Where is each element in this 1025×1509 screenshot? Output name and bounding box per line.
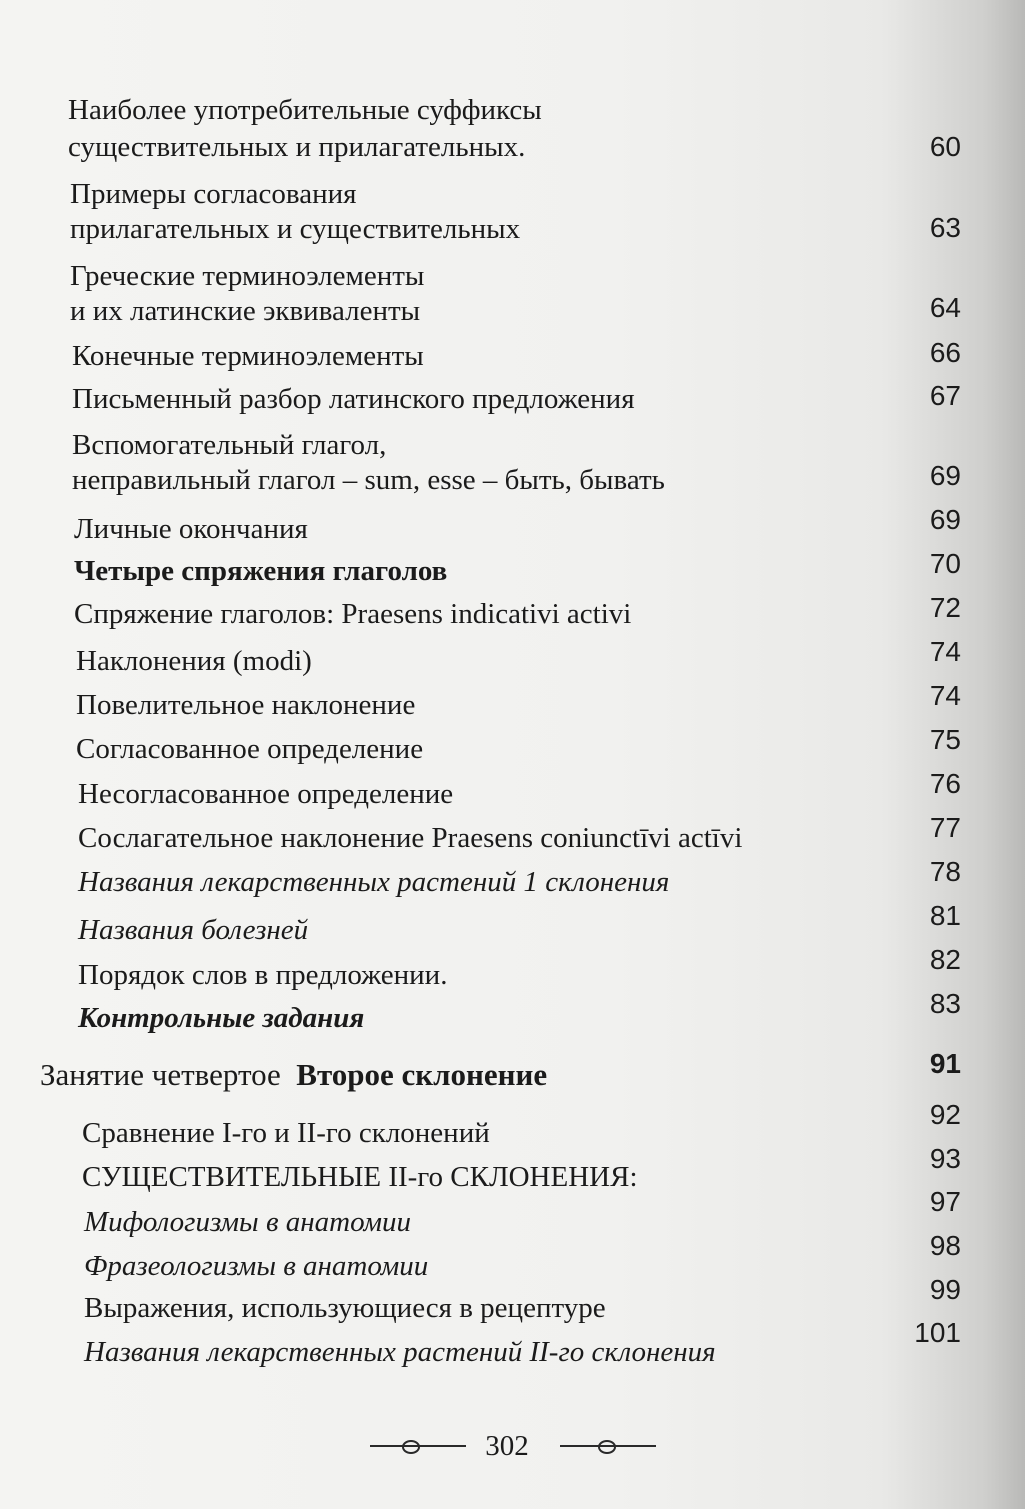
toc-entry-page: 77 [929,812,961,843]
toc-entry-title-line: Спряжение глаголов: Praesens indicativi activi [74,598,632,630]
toc-entry-title-line: Наиболее употребительные суффиксы [68,94,542,126]
page-number: 302 [485,1430,529,1462]
footer-ornament-knot [402,1440,420,1454]
toc-entry-page: 98 [929,1230,961,1261]
toc-entry-page: 69 [929,504,961,535]
footer-ornament-knot [598,1440,616,1454]
chapter-page: 91 [929,1048,961,1079]
toc-entry-title-line: Названия лекарственных растений II-го склонения [84,1336,716,1368]
toc-entry-page: 93 [929,1143,961,1174]
toc-entry-title-line: Согласованное определение [76,733,424,765]
chapter-prefix: Занятие четвертое [40,1057,281,1092]
toc-entry-page: 66 [929,337,961,368]
toc-entry-title-line: Конечные терминоэлементы [72,340,424,372]
toc-entry-title-line: Вспомогательный глагол, [72,429,387,461]
toc-entry-title-line: Повелительное наклонение [76,689,416,721]
toc-entry-page: 75 [929,724,961,755]
toc-entry-page: 78 [929,856,961,887]
toc-entry-page: 63 [929,212,961,243]
toc-entry-page: 64 [929,292,961,323]
toc-entry-title-line: Выражения, использующиеся в рецептуре [84,1292,606,1324]
toc-entry-page: 69 [929,460,961,491]
toc-entry-title-line: неправильный глагол – sum, esse – быть, бывать [72,464,665,496]
toc-entry-title-line: Греческие терминоэлементы [70,260,425,292]
toc-entry-title-line: Мифологизмы в анатомии [84,1206,412,1238]
toc-entry-title-line: Названия лекарственных растений 1 склонения [78,866,670,898]
toc-entry-page: 74 [929,680,961,711]
toc-entry-title-line: Сослагательное наклонение Praesens coniunctīvi actīvi [78,822,743,854]
toc-entry-title-line: Наклонения (modi) [76,645,312,677]
toc-entry-title-line: Письменный разбор латинского предложения [72,383,635,415]
toc-entry-page: 101 [914,1317,961,1348]
toc-entry-title-line: Фразеологизмы в анатомии [84,1250,429,1282]
toc-entry-page: 99 [929,1274,961,1305]
toc-entry-title-line: Личные окончания [74,513,308,545]
toc-entry-title-line: Порядок слов в предложении. [78,959,448,991]
toc-entry-page: 74 [929,636,961,667]
chapter-title: Второе склонение [296,1057,548,1092]
toc-entry-page: 83 [929,988,961,1019]
toc-entry-title-line: и их латинские эквиваленты [70,295,421,327]
toc-entry-page: 97 [929,1186,961,1217]
toc-entry-title-line: существительных и прилагательных. [68,131,526,163]
toc-entry-title-line: Несогласованное определение [78,778,454,810]
toc-entry-title-line: Примеры согласования [70,178,357,210]
toc-entry-title-line: Названия болезней [78,914,309,946]
toc-entry-page: 67 [929,380,961,411]
toc-entry-page: 72 [929,592,961,623]
toc-entry-title-line: прилагательных и существительных [70,213,521,245]
toc-entry-page: 70 [929,548,961,579]
toc-entry-page: 92 [929,1099,961,1130]
toc-entry-page: 81 [929,900,961,931]
page-footer [0,1428,1025,1468]
toc-entry-title-line: Контрольные задания [78,1002,365,1034]
chapter-heading [40,1057,547,1093]
toc-entry-page: 60 [929,131,961,162]
toc-entry-page: 82 [929,944,961,975]
toc-entry-title-line: СУЩЕСТВИТЕЛЬНЫЕ II-го СКЛОНЕНИЯ: [82,1161,638,1193]
toc-entry-page: 76 [929,768,961,799]
toc-entry-title-line: Сравнение I-го и II-го склонений [82,1117,490,1149]
toc-entry-title-line: Четыре спряжения глаголов [74,555,448,587]
